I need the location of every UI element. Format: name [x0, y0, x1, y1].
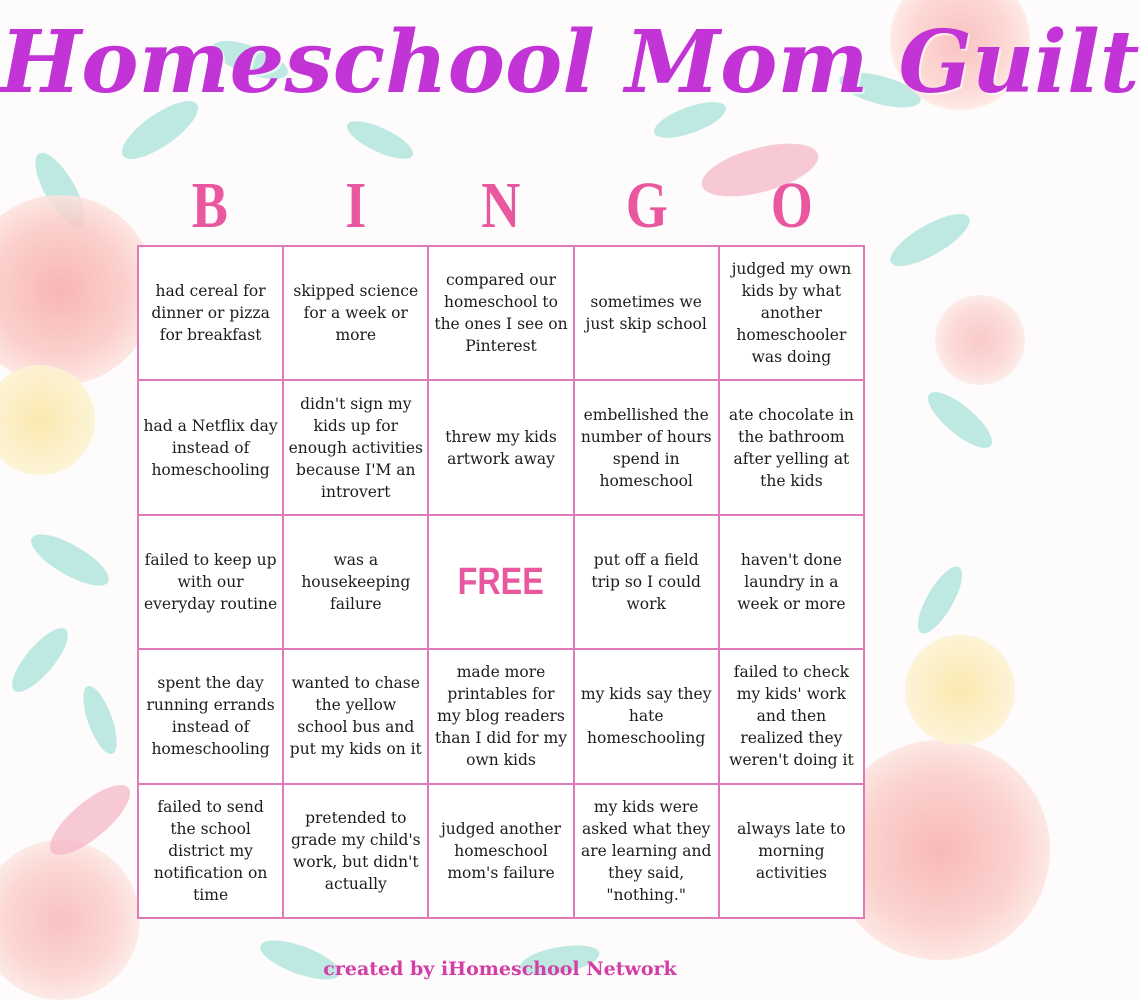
bingo-letter-o: O: [771, 169, 814, 242]
bingo-cell: failed to keep up with our everyday routine: [139, 516, 282, 648]
bingo-cell: compared our homeschool to the ones I see on Pinterest: [429, 247, 572, 379]
bingo-cell: ate chocolate in the bathroom after yelling at the kids: [720, 381, 863, 513]
bingo-cell: wanted to chase the yellow school bus and put my kids on it: [284, 650, 427, 782]
credit-line: created by iHomeschool Network: [323, 958, 677, 980]
bingo-cell: had cereal for dinner or pizza for breakfast: [139, 247, 282, 379]
bingo-cell: haven't done laundry in a week or more: [720, 516, 863, 648]
bingo-cell: had a Netflix day instead of homeschooling: [139, 381, 282, 513]
bingo-letter-i: I: [344, 169, 366, 242]
bingo-cell: skipped science for a week or more: [284, 247, 427, 379]
bingo-cell: spent the day running errands instead of homeschooling: [139, 650, 282, 782]
bingo-cell: always late to morning activities: [720, 785, 863, 917]
bingo-cell: judged my own kids by what another homeschooler was doing: [720, 247, 863, 379]
page-title: Homeschool Mom Guilt: [0, 12, 1140, 113]
bingo-letter-g: G: [625, 169, 668, 242]
bingo-cell: pretended to grade my child's work, but didn't actually: [284, 785, 427, 917]
bingo-cell: made more printables for my blog readers than I did for my own kids: [429, 650, 572, 782]
bingo-cell: my kids were asked what they are learning and they said, "nothing.": [575, 785, 718, 917]
bingo-cell: put off a field trip so I could work: [575, 516, 718, 648]
free-space-label: FREE: [457, 560, 545, 603]
bingo-cell: failed to send the school district my notification on time: [139, 785, 282, 917]
bingo-cell: judged another homeschool mom's failure: [429, 785, 572, 917]
bingo-letter-b: B: [191, 169, 228, 242]
bingo-cell: was a housekeeping failure: [284, 516, 427, 648]
bingo-cell: my kids say they hate homeschooling: [575, 650, 718, 782]
bingo-cell: sometimes we just skip school: [575, 247, 718, 379]
bingo-header: [137, 166, 865, 246]
bingo-cell: didn't sign my kids up for enough activities because I'M an introvert: [284, 381, 427, 513]
free-space-cell: [429, 516, 572, 648]
bingo-cell: embellished the number of hours spend in homeschool: [575, 381, 718, 513]
bingo-board: [137, 245, 865, 919]
bingo-cell: threw my kids artwork away: [429, 381, 572, 513]
bingo-letter-n: N: [481, 169, 521, 242]
bingo-cell: failed to check my kids' work and then realized they weren't doing it: [720, 650, 863, 782]
